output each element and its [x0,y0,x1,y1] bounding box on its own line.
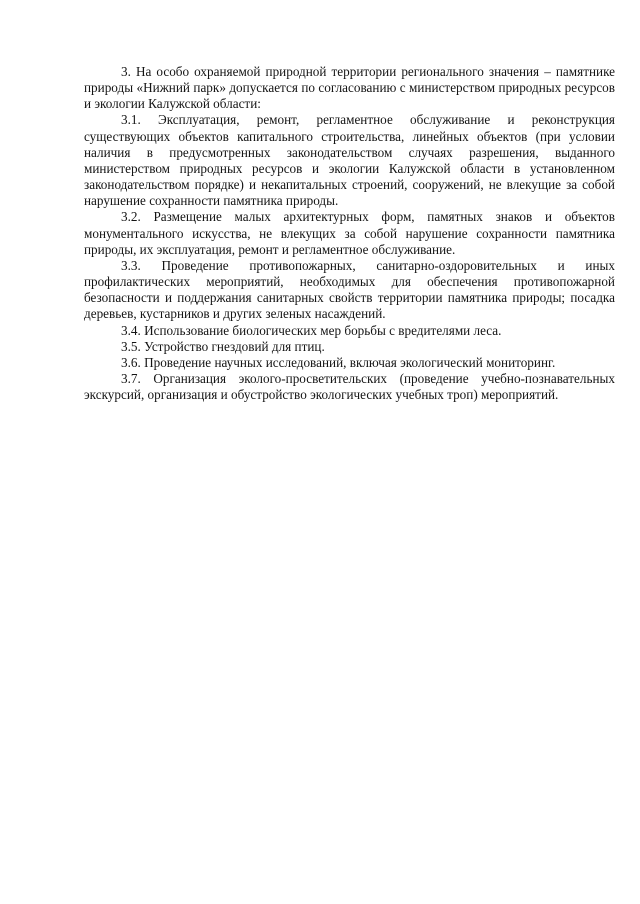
paragraph-3: 3. На особо охраняемой природной территории регионального значения – памятнике природы «Нижний парк» допускается по согласованию с министерством природных ресурсов и экологии Калужской области: [84,64,615,112]
paragraph-3-2: 3.2. Размещение малых архитектурных форм, памятных знаков и объектов монументального искусства, не влекущих за собой нарушение сохранности памятника природы, их эксплуатация, ремонт и регламентное обслуживание. [84,209,615,257]
paragraph-3-5: 3.5. Устройство гнездовий для птиц. [121,338,325,354]
document-body [84,64,615,403]
paragraph-3-3: 3.3. Проведение противопожарных, санитарно-оздоровительных и иных профилактических мероприятий, необходимых для обеспечения противопожарной безопасности и поддержания санитарных свойств территории памятника природы; посадка деревьев, кустарников и других зеленых насаждений. [84,257,615,322]
paragraph-3-4: 3.4. Использование биологических мер борьбы с вредителями леса. [121,322,502,338]
paragraph-3-1: 3.1. Эксплуатация, ремонт, регламентное обслуживание и реконструкция существующих объектов капитального строительства, линейных объектов (при условии наличия в предусмотренных законодательством случаях разрешения, выданного министерством природных ресурсов и экологии Калужской области в установленном законодательством порядке) и некапитальных строений, сооружений, не влекущие за собой нарушение сохранности памятника природы. [84,112,615,209]
paragraph-3-6: 3.6. Проведение научных исследований, включая экологический мониторинг. [121,354,556,370]
paragraph-3-7: 3.7. Организация эколого-просветительских (проведение учебно-познавательных экскурсий, организация и обустройство экологических учебных троп) мероприятий. [84,370,615,403]
